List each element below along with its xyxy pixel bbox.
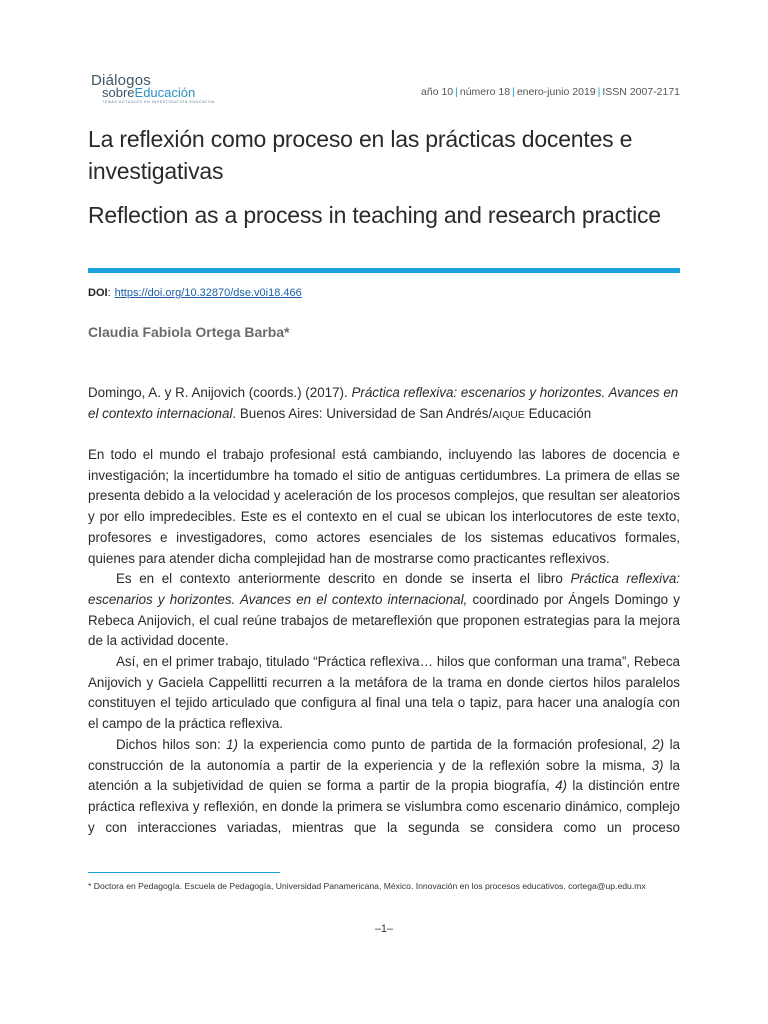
paragraph-4: Dichos hilos son: 1) la experiencia como punto de partida de la formación profesional, 2) la construcción de la autonomía a partir de la experiencia y de la reflexión sobre la misma, 3) la atención a la subjetividad de quien se forma a partir de la propia biografía, 4) la distinción entre práctica reflexiva y reflexión, en donde la primera se vislumbra como escenario dinámico, complejo y con interacciones variadas, mientras que la segunda se considera como un proceso [88,736,680,835]
journal-logo [88,70,248,106]
separator: | [512,86,515,98]
footnote-divider [88,872,280,873]
issue-year: año 10 [421,86,454,98]
book-reference: Domingo, A. y R. Anijovich (coords.) (2017). Práctica reflexiva: escenarios y horizontes. Avances en el contexto internacional. Buenos Aires: Universidad de San Andrés/AIQUE Educación [88,385,679,421]
issue-period: enero-junio 2019 [516,86,596,98]
article-title-spanish: La reflexión como proceso en las prácticas docentes e investigativas [88,126,633,184]
book-title: Práctica reflexiva: escenarios y horizontes. Avances en el contexto internacional [88,385,679,421]
article-body [88,445,680,838]
paragraph-1: En todo el mundo el trabajo profesional está cambiando, incluyendo las labores de docencia e investigación; la incertidumbre ha tomado el sitio de antiguas certidumbres. La primera de ellas se presenta debido a la velocidad y aceleración de los procesos complejos, que resultan ser aleatorios y por ello impredecibles. Este es el contexto en el cual se ubican los interlocutores de este texto, profesores e investigadores, como actores esenciales de los sistemas educativos formales, quienes para atender dicha complejidad han de mostrarse como practicantes reflexivos. [88,447,680,566]
article-title-english: Reflection as a process in teaching and research practice [88,202,661,228]
issue-issn: ISSN 2007-2171 [602,86,680,98]
page-number: –1– [374,923,394,935]
doi-label: DOI [88,287,108,299]
author-name: Claudia Fabiola Ortega Barba* [88,324,290,340]
logo-tagline: TEMAS ACTUALES EN INVESTIGACIÓN EDUCATIVA [102,100,215,104]
paragraph-3: Así, en el primer trabajo, titulado “Práctica reflexiva… hilos que conforman una trama”, Rebeca Anijovich y Gaciela Cappellitti recurren a la metáfora de la trama en donde ciertos hilos paralelos constituyen el tejido articulado que configura al final una tela o tapiz, para hacer una analogía con el campo de la práctica reflexiva. [88,654,680,732]
title-divider [88,268,680,273]
separator: | [597,86,601,98]
doi-link[interactable]: https://doi.org/10.32870/dse.v0i18.466 [114,287,302,299]
journal-page [88,0,680,1024]
issue-number: número 18 [459,86,511,98]
logo-title: Diálogos [91,72,151,89]
separator: | [455,86,458,98]
logo-subtitle: sobreEducación [102,85,196,100]
issue-info [421,86,680,98]
paragraph-2: Es en el contexto anteriormente descrito en donde se inserta el libro Práctica reflexiva: escenarios y horizontes. Avances en el contexto internacional, coordinado por Ángels Domingo y Rebeca Anijovich, el cual reúne trabajos de metareflexión que proponen estrategias para la mejora de la actividad docente. [88,571,680,649]
doi-line: DOI: https://doi.org/10.32870/dse.v0i18.466 [88,287,302,299]
footnote: * Doctora en Pedagogía. Escuela de Pedagogía, Universidad Panamericana, México. Innovación en los procesos educativos. cortega@up.edu.mx [88,881,646,891]
